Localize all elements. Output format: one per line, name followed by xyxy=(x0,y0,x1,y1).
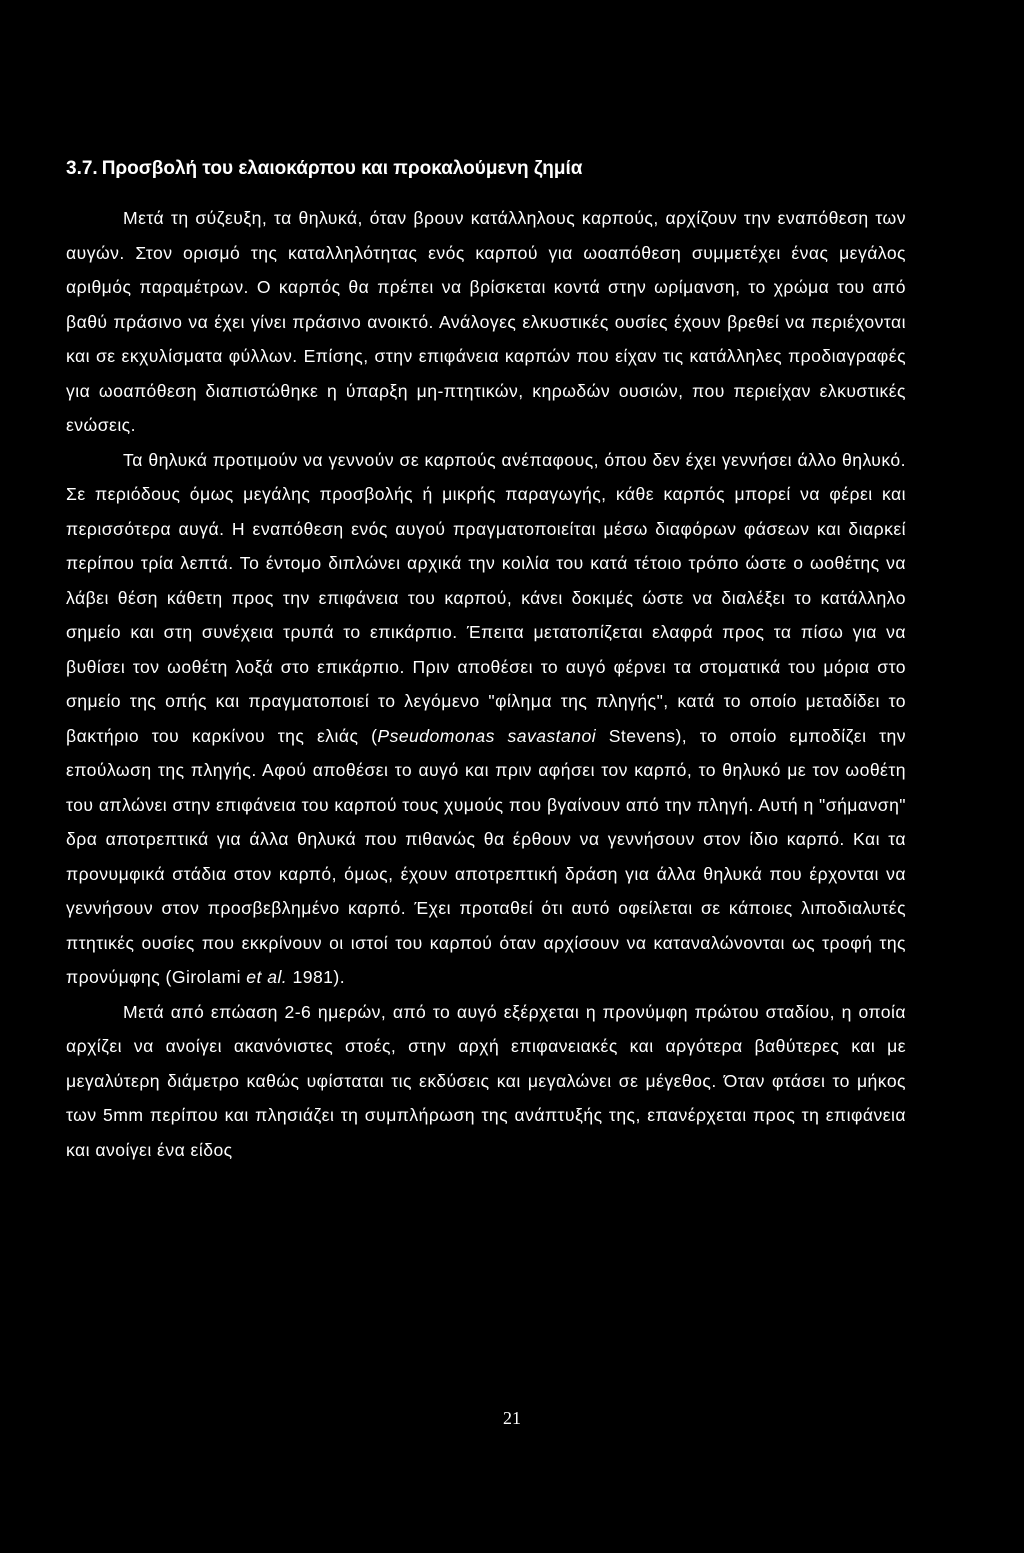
paragraph-text: Stevens), το οποίο εμποδίζει την επούλωση της πληγής. Αφού αποθέσει το αυγό και πριν αφήσει τον καρπό, το θηλυκό με τον ωοθέτη του απλώνει στην επιφάνεια του καρπού τους χυμούς που βγαίνουν από την πληγή. Αυτή η "σήμανση" δρα αποτρεπτικά για άλλα θηλυκά που πιθανώς θα έρθουν να γεννήσουν στον ίδιο καρπό. Και τα προνυμφικά στάδια στον καρπό, όμως, έχουν αποτρεπτική δράση για άλλα θηλυκά που έρχονται να γεννήσουν στον προσβεβλημένο καρπό. Έχει προταθεί ότι αυτό οφείλεται σε κάποιες λιποδιαλυτές πτητικές ουσίες που εκκρίνουν οι ιστοί του καρπού όταν αρχίσουν να καταναλώνονται ως τροφή της προνύμφης (Girolami xyxy=(66,725,906,987)
species-name: Pseudomonas savastanoi xyxy=(377,725,597,746)
paragraph-text: Τα θηλυκά προτιμούν να γεννούν σε καρπούς ανέπαφους, όπου δεν έχει γεννήσει άλλο θηλυκό. Σε περιόδους όμως μεγάλης προσβολής ή μικρής παραγωγής, κάθε καρπός μπορεί να φέρει και περισσότερα αυγά. Η εναπόθεση ενός αυγού πραγματοποιείται μέσω διαφόρων φάσεων και διαρκεί περίπου τρία λεπτά. Το έντομο διπλώνει αρχικά την κοιλία του κατά τέτοιο τρόπο ώστε ο ωοθέτης να λάβει θέση κάθετη προς την επιφάνεια του καρπού, κάνει δοκιμές ώστε να διαλέξει το κατάλληλο σημείο και στη συνέχεια τρυπά το επικάρπιο. Έπειτα μετατοπίζεται ελαφρά προς τα πίσω για να βυθίσει τον ωοθέτη λοξά στο επικάρπιο. Πριν αποθέσει το αυγό φέρνει τα στοματικά του μόρια στο σημείο της οπής και πραγματοποιεί το λεγόμενο "φίλημα της πληγής", κατά το οποίο μεταδίδει το βακτήριο του καρκίνου της ελιάς ( xyxy=(66,449,906,746)
page-number: 21 xyxy=(503,1408,521,1428)
paragraph-oviposition-process xyxy=(66,443,906,995)
paragraph-oviposition-selection: Μετά τη σύζευξη, τα θηλυκά, όταν βρουν κατάλληλους καρπούς, αρχίζουν την εναπόθεση των αυγών. Στον ορισμό της καταλληλότητας ενός καρπού για ωοαπόθεση συμμετέχει ένας μεγάλος αριθμός παραμέτρων. Ο καρπός θα πρέπει να βρίσκεται κοντά στην ωρίμανση, το χρώμα του από βαθύ πράσινο να έχει γίνει πράσινο ανοικτό. Ανάλογες ελκυστικές ουσίες έχουν βρεθεί να περιέχονται και σε εκχυλίσματα φύλλων. Επίσης, στην επιφάνεια καρπών που είχαν τις κατάλληλες προδιαγραφές για ωοαπόθεση διαπιστώθηκε η ύπαρξη μη-πτητικών, κηρωδών ουσιών, που περιείχαν ελκυστικές ενώσεις. xyxy=(66,208,906,435)
document-page xyxy=(66,153,906,1167)
paragraph-text: 1981). xyxy=(287,967,346,987)
section-number: 3.7. xyxy=(66,158,98,179)
section-heading xyxy=(66,153,906,185)
section-title: Προσβολή του ελαιοκάρπου και προκαλούμενη ζημία xyxy=(101,158,583,179)
paragraph-larva-development: Μετά από επώαση 2-6 ημερών, από το αυγό εξέρχεται η προνύμφη πρώτου σταδίου, η οποία αρχίζει να ανοίγει ακανόνιστες στοές, στην αρχή επιφανειακές και αργότερα βαθύτερες και με μεγαλύτερη διάμετρο καθώς υφίσταται τις εκδύσεις και μεγαλώνει σε μέγεθος. Όταν φτάσει το μήκος των 5mm περίπου και πλησιάζει τη συμπλήρωση της ανάπτυξής της, επανέρχεται προς τη επιφάνεια και ανοίγει ένα είδος xyxy=(66,1001,906,1160)
citation-etal: et al. xyxy=(246,967,288,987)
